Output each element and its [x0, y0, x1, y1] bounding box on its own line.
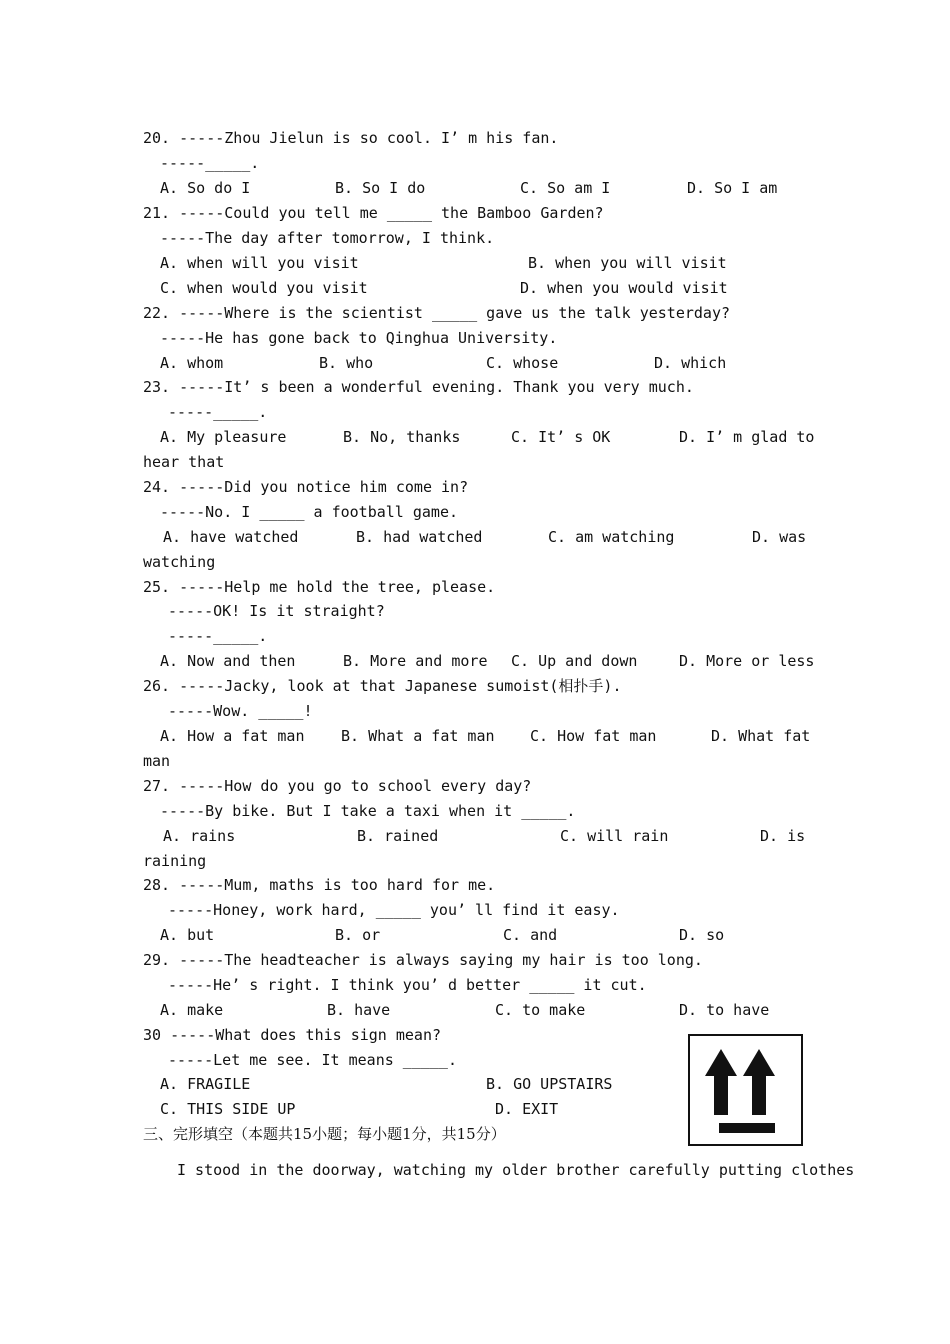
option-d-continued: watching — [143, 553, 216, 571]
option-d: D. I’ m glad to — [679, 428, 815, 446]
dialogue-line: -----Let me see. It means _____. — [168, 1051, 457, 1069]
dialogue-line: -----_____. — [160, 154, 260, 172]
double-up-arrow-icon — [690, 1036, 801, 1144]
option-d: D. More or less — [679, 652, 815, 670]
option-c: C. and — [503, 926, 558, 944]
question-21: 21. -----Could you tell me _____ the Bamboo Garden? — [143, 204, 604, 222]
option-c: C. THIS SIDE UP — [160, 1100, 296, 1118]
option-a: A. but — [160, 926, 215, 944]
dialogue-line: -----No. I _____ a football game. — [160, 503, 459, 521]
dialogue-line: -----_____. — [168, 403, 268, 421]
option-a: A. My pleasure — [160, 428, 287, 446]
option-c: C. Up and down — [511, 652, 638, 670]
option-d: D. which — [654, 354, 727, 372]
question-23: 23. -----It’ s been a wonderful evening. Thank you very much. — [143, 378, 694, 396]
option-b: B. or — [335, 926, 381, 944]
dialogue-line: -----OK! Is it straight? — [168, 602, 385, 620]
option-d-continued: hear that — [143, 453, 225, 471]
option-a: A. when will you visit — [160, 254, 359, 272]
option-b: B. who — [319, 354, 374, 372]
option-b: B. More and more — [343, 652, 488, 670]
option-b: B. No, thanks — [343, 428, 461, 446]
option-d: D. What fat — [711, 727, 811, 745]
option-c: C. to make — [495, 1001, 586, 1019]
option-a: A. have watched — [163, 528, 299, 546]
option-d: D. so — [679, 926, 725, 944]
option-a: A. make — [160, 1001, 224, 1019]
this-side-up-sign-icon — [688, 1034, 803, 1146]
option-d-continued: raining — [143, 852, 207, 870]
option-d: D. EXIT — [495, 1100, 559, 1118]
option-c: C. am watching — [548, 528, 675, 546]
option-c: C. will rain — [560, 827, 669, 845]
option-b: B. GO UPSTAIRS — [486, 1075, 613, 1093]
option-a: A. FRAGILE — [160, 1075, 251, 1093]
option-a: A. So do I — [160, 179, 251, 197]
option-d: D. So I am — [687, 179, 778, 197]
question-28: 28. -----Mum, maths is too hard for me. — [143, 876, 496, 894]
option-d: D. to have — [679, 1001, 770, 1019]
option-b: B. So I do — [335, 179, 426, 197]
dialogue-line: -----_____. — [168, 627, 268, 645]
question-29: 29. -----The headteacher is always saying my hair is too long. — [143, 951, 703, 969]
option-a: A. whom — [160, 354, 224, 372]
question-26: 26. -----Jacky, look at that Japanese sumoist(相扑手). — [143, 677, 622, 695]
option-d: D. was — [752, 528, 807, 546]
section-heading: 三、完形填空（本题共15小题；每小题1分，共15分） — [143, 1125, 506, 1143]
dialogue-line: -----The day after tomorrow, I think. — [160, 229, 495, 247]
dialogue-line: -----He has gone back to Qinghua University. — [160, 329, 558, 347]
option-c: C. whose — [486, 354, 559, 372]
option-d-continued: man — [143, 752, 171, 770]
option-a: A. Now and then — [160, 652, 296, 670]
question-25: 25. -----Help me hold the tree, please. — [143, 578, 496, 596]
option-b: B. had watched — [356, 528, 483, 546]
option-b: B. have — [327, 1001, 391, 1019]
question-24: 24. -----Did you notice him come in? — [143, 478, 469, 496]
option-c: C. How fat man — [530, 727, 657, 745]
question-30: 30 -----What does this sign mean? — [143, 1026, 442, 1044]
option-c: C. when would you visit — [160, 279, 368, 297]
dialogue-line: -----Wow. _____! — [168, 702, 313, 720]
dialogue-line: -----By bike. But I take a taxi when it _____. — [160, 802, 576, 820]
dialogue-line: -----Honey, work hard, _____ you’ ll find it easy. — [168, 901, 620, 919]
passage-line: I stood in the doorway, watching my older brother carefully putting clothes — [177, 1161, 855, 1179]
option-b: B. rained — [357, 827, 439, 845]
question-22: 22. -----Where is the scientist _____ gave us the talk yesterday? — [143, 304, 730, 322]
option-d: D. is — [760, 827, 806, 845]
option-c: C. It’ s OK — [511, 428, 611, 446]
option-c: C. So am I — [520, 179, 611, 197]
option-d: D. when you would visit — [520, 279, 728, 297]
question-27: 27. -----How do you go to school every day? — [143, 777, 532, 795]
dialogue-line: -----He’ s right. I think you’ d better _____ it cut. — [168, 976, 647, 994]
option-b: B. What a fat man — [341, 727, 495, 745]
option-a: A. How a fat man — [160, 727, 305, 745]
option-b: B. when you will visit — [528, 254, 727, 272]
option-a: A. rains — [163, 827, 236, 845]
question-20: 20. -----Zhou Jielun is so cool. I’ m his fan. — [143, 129, 559, 147]
